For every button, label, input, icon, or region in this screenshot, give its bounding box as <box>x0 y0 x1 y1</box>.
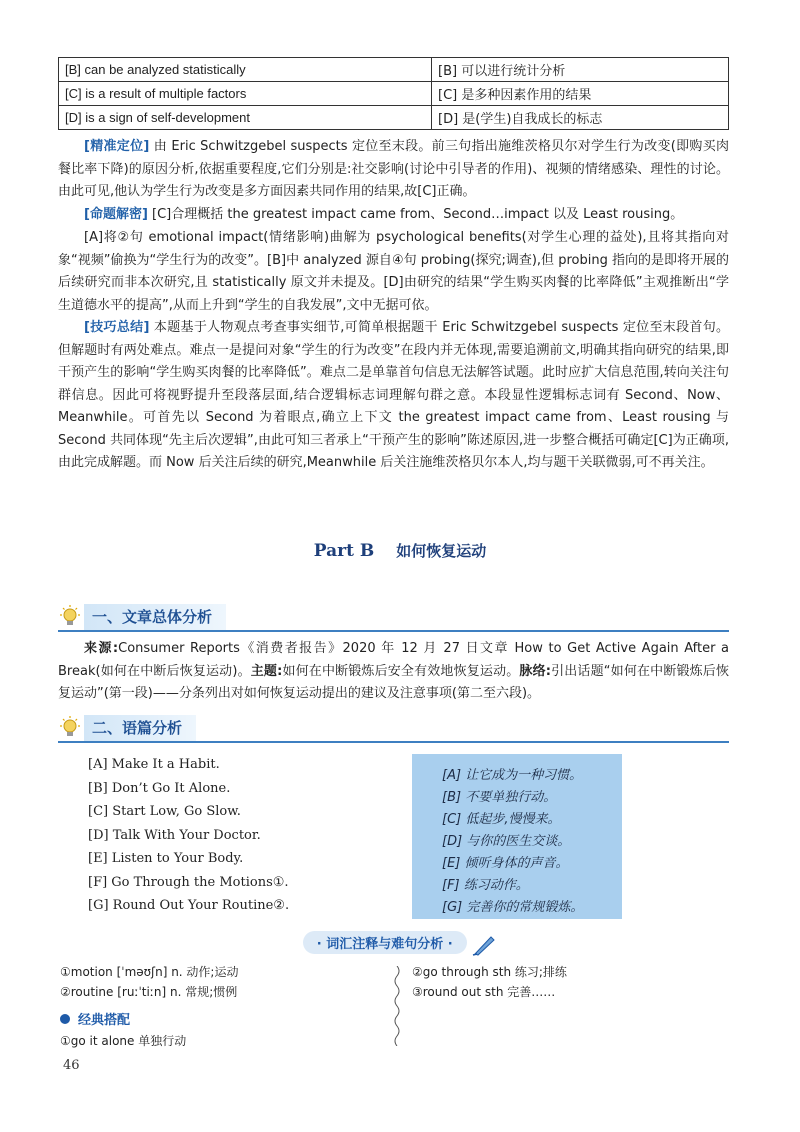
theme-label: 主题: <box>250 663 283 679</box>
list-item: [A] 让它成为一种习惯。 <box>442 768 583 783</box>
vocab-item: ②routine [ruːˈtiːn] n. 常规;惯例 <box>60 985 238 999</box>
analysis-paragraph-2 <box>58 204 729 227</box>
list-item: [C] Start Low, Go Slow. <box>88 804 241 819</box>
option-cn: [D] 是(学生)自我成长的标志 <box>432 106 729 130</box>
list-item: [E] Listen to Your Body. <box>88 851 244 866</box>
collocation-item: ①go it alone 单独行动 <box>60 1034 187 1048</box>
table-row <box>59 82 729 106</box>
wavy-divider <box>392 966 402 1046</box>
context-label: 脉络: <box>519 663 551 679</box>
list-item: [D] Talk With Your Doctor. <box>88 827 261 843</box>
section-title: 二、语篇分析 <box>84 715 196 741</box>
part-b-title: Part B <box>313 541 375 561</box>
source-label: 来源: <box>84 641 119 656</box>
analysis-text: [C]合理概括 the greatest impact came from、Second…impact 以及 Least rousing。 <box>152 207 684 222</box>
table-row <box>59 58 729 82</box>
section-header-discourse <box>58 715 729 743</box>
tag-question-decoding: [命题解密] <box>84 207 148 222</box>
source-text: Consumer Reports《消费者报告》2020 年 12 月 27 日文章 How to Get Active Again After a Break(如何在中断后恢复运动)。 <box>58 641 730 679</box>
list-item: [F] Go Through the Motions①. <box>88 874 289 890</box>
options-table <box>58 57 729 130</box>
list-item: [E] 倾听身体的声音。 <box>442 856 569 871</box>
list-item: [G] 完善你的常规锻炼。 <box>442 900 584 915</box>
option-en: [B] can be analyzed statistically <box>59 58 432 82</box>
overall-analysis <box>58 638 729 706</box>
analysis-text: 本题基于人物观点考查事实细节,可简单根据题干 Eric Schwitzgebel suspects 定位至末段首句。但解题时有两处难点。难点一是提问对象“学生的行为改变”在段内并无体现,需要追溯前文,明确其指向研究的结果,即干预产生的影响“学生购买肉餐的比率降低”。难点二是单靠首句信息无法解答试题。此时应扩大信息范围,转向关注句群信息。因此可将视野提升至段落层面,结合逻辑标志词理解句群之意。本段显性逻辑标志词有 Second、Now、Meanwhile。可首先以 Second 为着眼点,确立上下文 the greatest impact came from、Least rousing 与 Second 共同体现“先主后次逻辑”,由此可知三者承上“干预产生的影响”陈述原因,进一步整合概括可确定[C]为正确项,由此完成解题。而 Now 后关注后续的研究,Meanwhile 后关注施维茨格贝尔本人,均与题干关联微弱,可不再关注。 <box>58 320 730 470</box>
option-en: [D] is a sign of self-development <box>59 106 432 130</box>
tag-skill-summary: [技巧总结] <box>84 320 150 335</box>
section-header-overall <box>58 604 729 632</box>
vocab-item: ③round out sth 完善…… <box>412 985 556 999</box>
collocation-heading <box>60 1009 130 1028</box>
option-cn: [B] 可以进行统计分析 <box>432 58 729 82</box>
lightbulb-icon <box>58 716 82 740</box>
section-title: 一、文章总体分析 <box>84 604 226 630</box>
collocation-title: 经典搭配 <box>78 1013 131 1028</box>
tag-precise-location: [精准定位] <box>84 139 150 154</box>
vocab-item: ①motion [ˈməʊʃn] n. 动作;运动 <box>60 965 239 979</box>
bullet-icon <box>60 1014 70 1024</box>
list-item: [D] 与你的医生交谈。 <box>442 834 571 849</box>
analysis-paragraph-4 <box>58 317 729 475</box>
vocab-title: · 词汇注释与难句分析 · <box>303 931 467 954</box>
analysis-paragraph-1 <box>58 136 729 204</box>
options-list-en <box>88 753 388 918</box>
lightbulb-icon <box>58 605 82 629</box>
option-cn: [C] 是多种因素作用的结果 <box>432 82 729 106</box>
pen-icon <box>471 934 497 956</box>
option-en: [C] is a result of multiple factors <box>59 82 432 106</box>
list-item: [F] 练习动作。 <box>442 878 529 893</box>
list-item: [G] Round Out Your Routine②. <box>88 898 290 913</box>
theme-text: 如何在中断锻炼后安全有效地恢复运动。 <box>282 663 520 679</box>
analysis-paragraph-3: [A]将②句 emotional impact(情绪影响)曲解为 psychological benefits(对学生心理的益处),且将其指向对象“视频”偷换为“学生行为的改变”。[B]中 analyzed 源自④句 probing(探究;调查),但 probing 指向的是即将开展的后续研究而非本次研究,且 statistically 原文并未提及。[D]由研究的结果“学生购买肉餐的比率降低”主观推断出“学生道德水平的提高”,从而上升到“学生的自我发展”,文中无据可依。 <box>58 230 729 313</box>
vocab-left <box>60 962 238 1002</box>
context-text: 引出话题“如何在中断锻炼后恢复运动”(第一段)——分条列出对如何恢复运动提出的建议及注意事项(第二至六段)。 <box>58 663 729 701</box>
list-item: [C] 低起步,慢慢来。 <box>442 812 561 827</box>
vocab-item: ②go through sth 练习;排练 <box>412 965 567 979</box>
page-number: 46 <box>63 1058 80 1073</box>
list-item: [B] Don’t Go It Alone. <box>88 780 231 796</box>
vocab-heading <box>0 931 800 956</box>
vocab-right <box>412 962 567 1002</box>
table-row <box>59 106 729 130</box>
list-item: [B] 不要单独行动。 <box>442 790 557 805</box>
options-translation-box <box>412 754 622 919</box>
part-b-subtitle: 如何恢复运动 <box>396 542 487 560</box>
part-b-heading <box>0 540 800 561</box>
list-item: [A] Make It a Habit. <box>88 757 220 772</box>
analysis-text: 由 Eric Schwitzgebel suspects 定位至末段。前三句指出施维茨格贝尔对学生行为改变(即购买肉餐比率下降)的原因分析,依据重要程度,它们分别是:社交影响(讨论中引导者的作用)、视频的情绪感染、理性的讨论。由此可见,他认为学生行为改变是多方面因素共同作用的结果,故[C]正确。 <box>58 139 729 199</box>
